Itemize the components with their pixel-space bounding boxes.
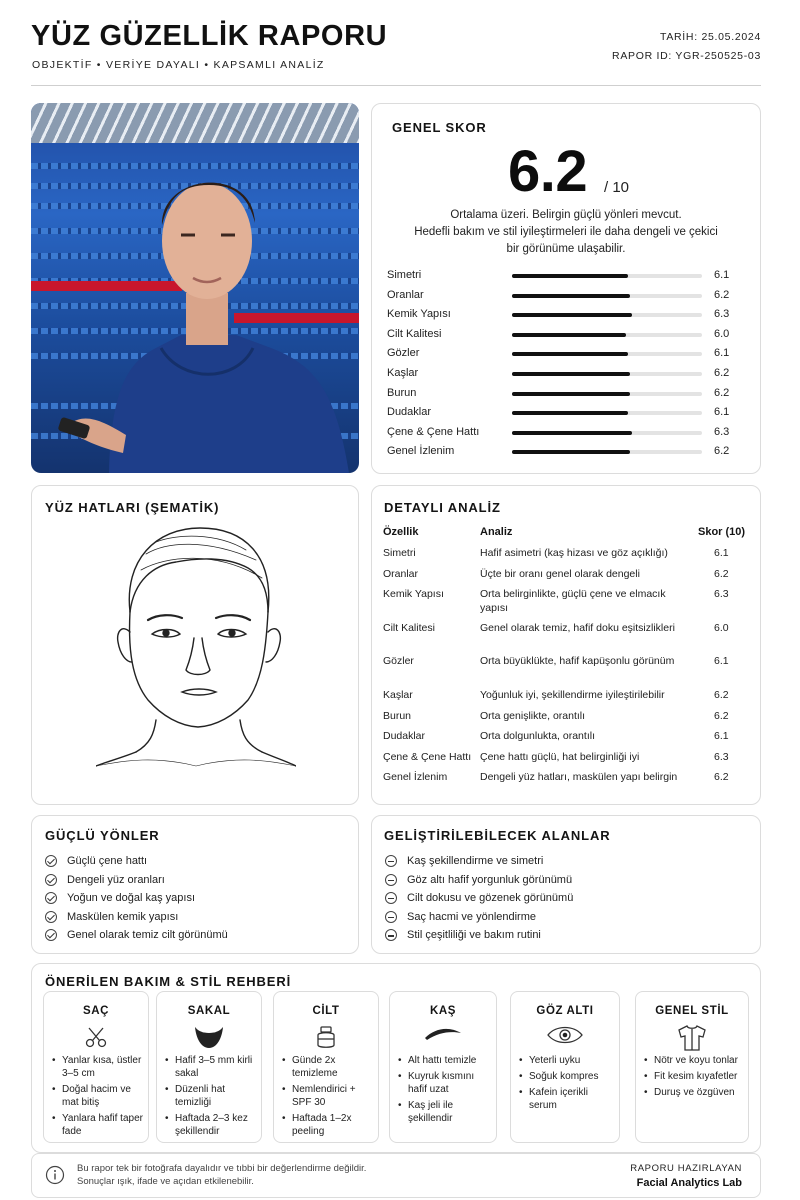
score-bar-label: Gözler [387,347,420,360]
score-bar-track [512,294,702,298]
guide-item: • Yanlara hafif taper fade [52,1112,144,1138]
score-cell: 6.1 [714,730,729,742]
analysis-cell: Orta dolgunlukta, orantılı [480,730,595,742]
score-bar-row [387,328,745,342]
analysis-cell: Orta belirginlikte, güçlü çene ve elmacık yapısı [480,588,666,614]
score-bar-fill [512,450,630,454]
feature-cell: Kemik Yapısı [383,588,444,600]
check-circle-icon [45,874,57,886]
list-item-text: Maskülen kemik yapısı [67,910,179,923]
score-bar-value: 6.3 [714,425,730,438]
score-bar-fill [512,294,630,298]
score-bar-value: 6.2 [714,445,730,458]
improvements-title: GELİŞTİRİLEBİLECEK ALANLAR [384,828,611,843]
feature-cell: Kaşlar [383,689,413,701]
analysis-cell: Genel olarak temiz, hafif doku eşitsizlikleri [480,622,675,634]
minus-circle-icon [385,874,397,886]
report-meta [612,28,761,66]
guide-card-title: GÖZ ALTI [536,1005,594,1017]
minus-circle-icon [385,855,397,867]
guide-item: • Duruş ve özgüven [644,1086,744,1099]
score-bar-fill [512,411,628,415]
schematic-title: YÜZ HATLARI (ŞEMATİK) [45,500,220,515]
guide-card-title: SAKAL [187,1005,231,1017]
guide-card-title: GENEL STİL [655,1005,729,1017]
check-circle-icon [45,855,57,867]
guide-item: • Haftada 2–3 kez şekillendir [165,1112,257,1138]
check-circle-icon [45,929,57,941]
feature-cell: Genel İzlenim [383,771,448,783]
score-bar-label: Dudaklar [387,406,432,419]
col-analysis: Analiz [480,526,513,538]
report-footer [31,1153,761,1198]
score-bar-track [512,352,702,356]
score-bar-row [387,445,745,459]
page-subtitle: OBJEKTİF • VERİYE DAYALI • KAPSAMLI ANALİZ [32,59,325,71]
score-bar-track [512,313,702,317]
improvements-card [371,815,761,954]
score-bar-value: 6.2 [714,288,730,301]
analysis-title: DETAYLI ANALİZ [384,500,501,515]
score-bar-row [387,269,745,283]
guide-card-list [398,1054,492,1128]
score-cell: 6.2 [714,771,729,783]
guide-card [156,991,262,1143]
score-bar-value: 6.3 [714,308,730,321]
overall-score-value: 6.2 [508,139,588,204]
score-bar-value: 6.1 [714,347,730,360]
score-bar-track [512,372,702,376]
analysis-cell: Dengeli yüz hatları, maskülen yapı belirgin [480,771,678,783]
score-bar-row [387,308,745,322]
minus-circle-icon [385,911,397,923]
report-id: RAPOR ID: YGR-250525-03 [612,50,761,62]
guide-item: • Kuyruk kısmını hafif uzat [398,1070,492,1096]
scissors-icon [83,1024,109,1055]
list-item-text: Saç hacmi ve yönlendirme [407,910,537,923]
guide-item: • Nötr ve koyu tonlar [644,1054,744,1067]
minus-circle-icon [385,929,397,941]
guide-item: • Hafif 3–5 mm kirli sakal [165,1054,257,1080]
list-item-text: Kaş şekillendirme ve simetri [407,855,544,867]
guide-card-list [282,1054,374,1141]
feature-cell: Oranlar [383,568,419,580]
guide-title: ÖNERİLEN BAKIM & STİL REHBERİ [45,974,292,989]
jar-icon [313,1024,339,1055]
feature-cell: Cilt Kalitesi [383,622,435,634]
feature-cell: Çene & Çene Hattı [383,751,472,763]
guide-item: • Yeterli uyku [519,1054,615,1067]
beard-icon [192,1024,226,1055]
guide-card-title: SAÇ [82,1005,110,1017]
eyebrow-icon [423,1024,463,1049]
guide-card-list [519,1054,615,1115]
score-bar-row [387,406,745,420]
guide-card-list [644,1054,744,1102]
shirt-icon [676,1024,708,1057]
col-score: Skor (10) [698,526,746,538]
analysis-cell: Yoğunluk iyi, şekillendirme iyileştirilebilir [480,689,665,701]
score-bar-track [512,333,702,337]
score-bar-row [387,387,745,401]
guide-item: • Kaş jeli ile şekillendir [398,1099,492,1125]
score-bar-fill [512,352,628,356]
score-bar-label: Genel İzlenim [387,445,455,458]
feature-cell: Gözler [383,655,414,667]
score-bar-row [387,289,745,303]
guide-card [635,991,749,1143]
score-bar-fill [512,431,632,435]
score-bar-label: Simetri [387,269,422,281]
report-header [31,20,761,86]
list-item-text: Göz altı hafif yorgunluk görünümü [407,873,573,886]
guide-card [510,991,620,1143]
guide-card [43,991,149,1143]
guide-item: • Kafein içerikli serum [519,1086,615,1112]
score-bar-track [512,274,702,278]
overall-score-max: / 10 [604,179,630,196]
detailed-analysis-card [371,485,761,805]
list-item-text: Cilt dokusu ve gözenek görünümü [407,892,574,905]
guide-card-title: CİLT [312,1005,340,1017]
eye-icon [546,1024,584,1051]
score-bar-row [387,367,745,381]
score-bar-label: Oranlar [387,288,424,301]
score-bar-value: 6.1 [714,269,730,281]
guide-card [273,991,379,1143]
score-bar-track [512,411,702,415]
score-cell: 6.2 [714,568,729,580]
list-item-text: Genel olarak temiz cilt görünümü [67,929,228,942]
score-bar-row [387,347,745,361]
guide-item: • Soğuk kompres [519,1070,615,1083]
guide-item: • Fit kesim kıyafetler [644,1070,744,1083]
overall-score-title: GENEL SKOR [392,120,487,135]
guide-item: • Düzenli hat temizliği [165,1083,257,1109]
score-bar-fill [512,274,628,278]
guide-item: • Doğal hacim ve mat bitiş [52,1083,144,1109]
face-schematic-card [31,485,359,805]
score-bar-label: Burun [387,386,417,399]
guide-item: • Alt hattı temizle [398,1054,492,1067]
score-cell: 6.2 [714,710,729,722]
guide-item: • Haftada 1–2x peeling [282,1112,374,1138]
col-feature: Özellik [383,526,419,538]
score-bar-fill [512,372,630,376]
score-bar-label: Cilt Kalitesi [387,327,442,340]
guide-card [389,991,497,1143]
prepared-by-name: Facial Analytics Lab [636,1177,742,1189]
analysis-cell: Çene hattı güçlü, hat belirginliği iyi [480,751,640,763]
feature-cell: Simetri [383,547,416,559]
list-item-text: Güçlü çene hattı [67,855,148,867]
list-item-text: Yoğun ve doğal kaş yapısı [67,892,196,905]
score-cell: 6.3 [714,751,729,763]
guide-item: • Yanlar kısa, üstler 3–5 cm [52,1054,144,1080]
check-circle-icon [45,911,57,923]
guide-card-list [165,1054,257,1141]
analysis-cell: Orta genişlikte, orantılı [480,710,586,722]
analysis-cell: Orta büyüklükte, hafif kapüşonlu görünüm [480,655,675,667]
score-cell: 6.0 [714,622,729,634]
info-icon [45,1165,65,1185]
list-item-text: Dengeli yüz oranları [67,873,165,886]
overall-score-card [371,103,761,474]
page-title: YÜZ GÜZELLİK RAPORU [31,20,388,52]
guide-card-title: KAŞ [429,1005,457,1017]
score-bar-track [512,392,702,396]
guide-item: • Günde 2x temizleme [282,1054,374,1080]
score-cell: 6.3 [714,588,729,600]
care-style-guide-card [31,963,761,1153]
strengths-title: GÜÇLÜ YÖNLER [45,828,160,843]
disclaimer: Bu rapor tek bir fotoğrafa dayalıdır ve tıbbi bir değerlendirme değildir. Sonuçlar ışık, ifade ve açıdan etkilenebilir. [77,1163,367,1187]
face-line-drawing [96,520,296,770]
guide-card-list [52,1054,144,1141]
score-bar-label: Çene & Çene Hattı [387,425,480,438]
score-bar-label: Kemik Yapısı [387,308,451,321]
score-bar-value: 6.0 [714,327,730,340]
score-bar-fill [512,313,632,317]
prepared-by [630,1162,742,1190]
score-bar-fill [512,392,630,396]
score-bar-track [512,450,702,454]
guide-item: • Nemlendirici + SPF 30 [282,1083,374,1109]
score-bar-row [387,426,745,440]
analysis-cell: Üçte bir oranı genel olarak dengeli [480,568,640,580]
score-bar-track [512,431,702,435]
feature-cell: Burun [383,710,412,722]
feature-cell: Dudaklar [383,730,426,742]
list-item-text: Stil çeşitliliği ve bakım rutini [407,929,541,942]
overall-score-description: Ortalama üzeri. Belirgin güçlü yönleri mevcut. Hedefli bakım ve stil iyileştirmeleri ile daha dengeli ve çekici bir görünüme ulaşabilir. [414,209,718,255]
prepared-by-label: RAPORU HAZIRLAYAN [630,1163,742,1174]
score-bar-value: 6.2 [714,386,730,399]
analysis-cell: Hafif asimetri (kaş hizası ve göz açıklığı) [480,547,668,559]
minus-circle-icon [385,892,397,904]
check-circle-icon [45,892,57,904]
score-bar-fill [512,333,626,337]
score-bar-value: 6.2 [714,367,730,379]
score-cell: 6.2 [714,689,729,701]
strengths-card [31,815,359,954]
score-cell: 6.1 [714,655,729,667]
score-bar-value: 6.1 [714,406,730,419]
report-date: TARİH: 25.05.2024 [659,31,761,43]
subject-photo [31,103,359,473]
score-bar-label: Kaşlar [387,367,419,379]
score-cell: 6.1 [714,547,729,559]
